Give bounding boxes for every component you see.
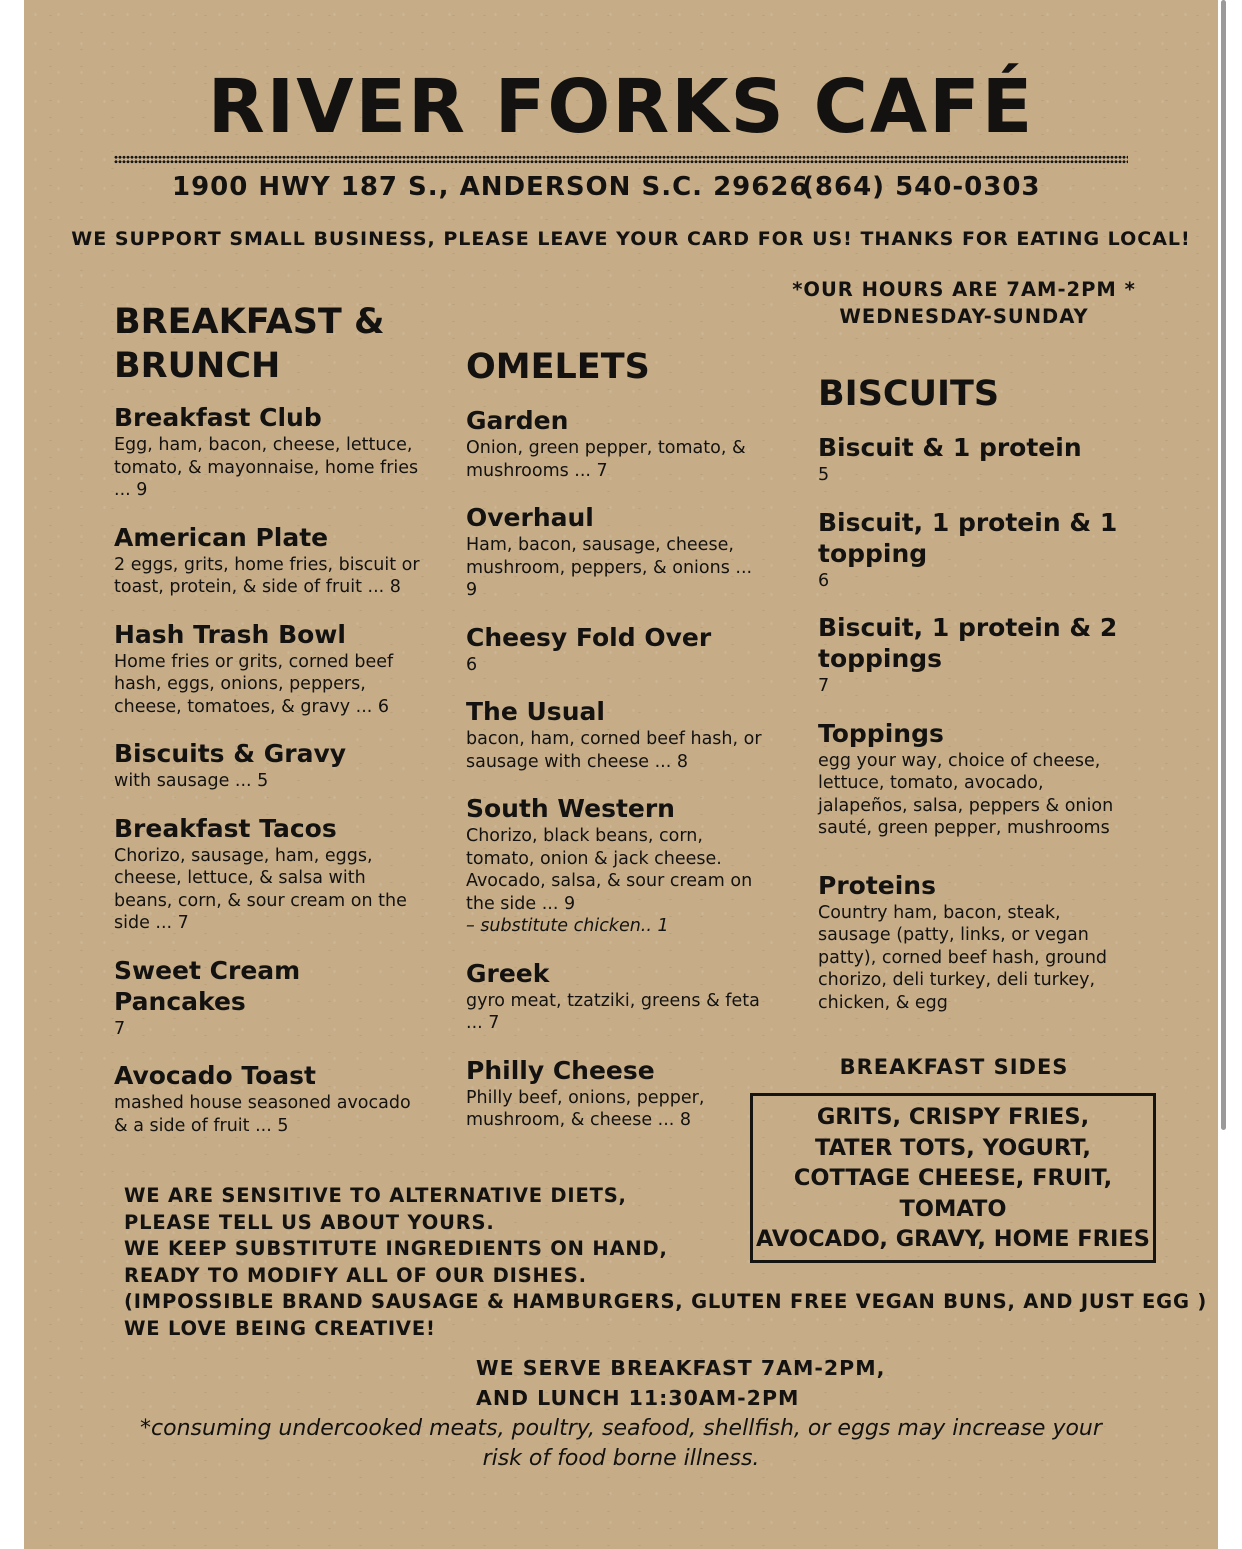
item-substitute-note: – substitute chicken.. 1 (466, 916, 669, 936)
menu-item-biscuit-protein-topping (818, 507, 1118, 593)
diet-line: WE KEEP SUBSTITUTE INGREDIENTS ON HAND, (124, 1237, 668, 1260)
breakfast-title (114, 300, 424, 388)
item-name: Overhaul (466, 503, 594, 532)
item-name: Proteins (818, 870, 936, 900)
menu-item-garden (466, 405, 766, 482)
scrollbar[interactable] (1221, 0, 1226, 1130)
sides-line: AVOCADO, GRAVY, HOME FRIES (756, 1226, 1150, 1252)
cafe-address: 1900 HWY 187 S., ANDERSON S.C. 29626 (172, 172, 809, 202)
menu-item-breakfast-club (114, 402, 424, 502)
item-desc: 6 (818, 570, 830, 591)
item-name: American Plate (114, 522, 329, 552)
item-desc: Onion, green pepper, tomato, & mushrooms ... 7 (466, 438, 746, 481)
menu-item-sweet-cream-pancakes (114, 955, 424, 1041)
item-desc: 5 (818, 465, 830, 485)
menu-item-toppings (818, 718, 1118, 840)
menu-item-the-usual (466, 696, 766, 773)
disclaimer-line1: *consuming undercooked meats, poultry, seafood, shellfish, or eggs may increase your (140, 1416, 1102, 1441)
item-name: Breakfast Club (114, 403, 322, 432)
item-desc: 6 (466, 654, 478, 675)
menu-item-proteins (818, 870, 1118, 1015)
cafe-title: RIVER FORKS CAFÉ (207, 64, 1035, 150)
biscuits-section (818, 372, 1118, 1034)
item-desc: 7 (114, 1018, 126, 1039)
food-safety-disclaimer (0, 1414, 1242, 1474)
item-name: The Usual (466, 697, 605, 726)
support-message: WE SUPPORT SMALL BUSINESS, PLEASE LEAVE YOUR CARD FOR US! THANKS FOR EATING LOCAL! (71, 228, 1191, 250)
item-desc: Philly beef, onions, pepper, mushroom, & cheese ... 8 (466, 1087, 705, 1130)
diet-line: WE ARE SENSITIVE TO ALTERNATIVE DIETS, (124, 1184, 627, 1207)
omelets-section (466, 345, 766, 1152)
item-name: Biscuit, 1 protein & 2 toppings (818, 613, 1118, 673)
item-desc: Home fries or grits, corned beef hash, eggs, onions, peppers, cheese, tomatoes, & gravy ... 6 (114, 651, 394, 717)
biscuits-title: BISCUITS (818, 374, 1000, 414)
item-desc: Chorizo, black beans, corn, tomato, onion & jack cheese. Avocado, salsa, & sour cream on the side ... 9 (466, 826, 753, 914)
menu-item-biscuit-protein-2-toppings (818, 612, 1118, 698)
item-name: Biscuit, 1 protein & 1 topping (818, 507, 1118, 568)
item-desc: with sausage ... 5 (114, 771, 269, 791)
sides-line: TATER TOTS, YOGURT, (815, 1134, 1091, 1161)
item-desc: 2 eggs, grits, home fries, biscuit or toast, protein, & side of fruit ... 8 (114, 554, 420, 597)
serving-hours-breakfast: WE SERVE BREAKFAST 7AM-2PM, (476, 1356, 886, 1380)
breakfast-section (114, 300, 424, 1157)
item-name: Sweet Cream Pancakes (114, 955, 301, 1016)
menu-item-south-western (466, 793, 766, 938)
hours-days: WEDNESDAY-SUNDAY (839, 305, 1089, 328)
diet-line: PLEASE TELL US ABOUT YOURS. (124, 1210, 495, 1234)
item-name: Breakfast Tacos (114, 813, 337, 843)
menu-item-hash-trash-bowl (114, 619, 424, 719)
item-desc: Ham, bacon, sausage, cheese, mushroom, peppers, & onions ... 9 (466, 535, 753, 600)
item-name: Garden (466, 406, 569, 435)
serving-hours-lunch: AND LUNCH 11:30AM-2PM (476, 1386, 800, 1410)
item-desc: egg your way, choice of cheese, lettuce, tomato, avocado, jalapeños, salsa, peppers & onion sauté, green pepper, mushrooms (818, 750, 1114, 838)
item-desc: 7 (818, 676, 830, 696)
serving-hours (476, 1353, 885, 1413)
omelets-title: OMELETS (466, 347, 650, 387)
item-name: South Western (466, 794, 675, 823)
menu-item-biscuit-1-protein (818, 432, 1118, 487)
item-desc: Chorizo, sausage, ham, eggs, cheese, lettuce, & salsa with beans, corn, & sour cream on the side ... 7 (114, 845, 407, 933)
dotted-divider (114, 155, 1128, 164)
item-desc: gyro meat, tzatziki, greens & feta ... 7 (466, 990, 760, 1033)
disclaimer-line2: risk of food borne illness. (482, 1446, 760, 1471)
sides-line: COTTAGE CHEESE, FRUIT, (793, 1165, 1113, 1191)
item-name: Cheesy Fold Over (466, 622, 712, 652)
item-name: Greek (466, 958, 550, 988)
diet-line: READY TO MODIFY ALL OF OUR DISHES. (124, 1263, 587, 1287)
item-name: Philly Cheese (466, 1055, 655, 1085)
cafe-phone: (864) 540-0303 (802, 172, 1041, 202)
breakfast-title-line2: BRUNCH (114, 346, 281, 386)
breakfast-title-line1: BREAKFAST & (114, 302, 385, 342)
sides-line: GRITS, CRISPY FRIES, (816, 1104, 1090, 1130)
item-name: Biscuit & 1 protein (818, 433, 1082, 462)
diet-notice (124, 1183, 1208, 1342)
menu-item-cheesy-fold-over (466, 622, 766, 677)
menu-item-breakfast-tacos (114, 813, 424, 935)
item-name: Biscuits & Gravy (114, 739, 347, 768)
menu-item-american-plate (114, 522, 424, 599)
menu-item-greek (466, 958, 766, 1035)
hours-time: *OUR HOURS ARE 7AM-2PM * (792, 278, 1136, 301)
menu-item-philly-cheese (466, 1055, 766, 1132)
item-name: Toppings (818, 718, 944, 748)
item-desc: Country ham, bacon, steak, sausage (patty, links, or vegan patty), corned beef hash, ground chorizo, deli turkey, deli turkey, chicken, & egg (818, 902, 1108, 1013)
item-desc: Egg, ham, bacon, cheese, lettuce, tomato, & mayonnaise, home fries ... 9 (114, 435, 419, 500)
item-name: Avocado Toast (114, 1061, 317, 1090)
item-desc: bacon, ham, corned beef hash, or sausage with cheese ... 8 (466, 729, 762, 772)
sides-title: BREAKFAST SIDES (839, 1055, 1069, 1079)
diet-line: WE LOVE BEING CREATIVE! (124, 1316, 436, 1340)
sides-line: TOMATO (899, 1195, 1007, 1222)
item-name: Hash Trash Bowl (114, 619, 346, 649)
diet-line: (IMPOSSIBLE BRAND SAUSAGE & HAMBURGERS, GLUTEN FREE VEGAN BUNS, AND JUST EGG ) (124, 1290, 1208, 1313)
menu-item-avocado-toast (114, 1060, 424, 1137)
menu-item-biscuits-gravy (114, 738, 424, 793)
item-desc: mashed house seasoned avocado & a side of fruit ... 5 (114, 1093, 411, 1136)
menu-item-overhaul (466, 502, 766, 602)
